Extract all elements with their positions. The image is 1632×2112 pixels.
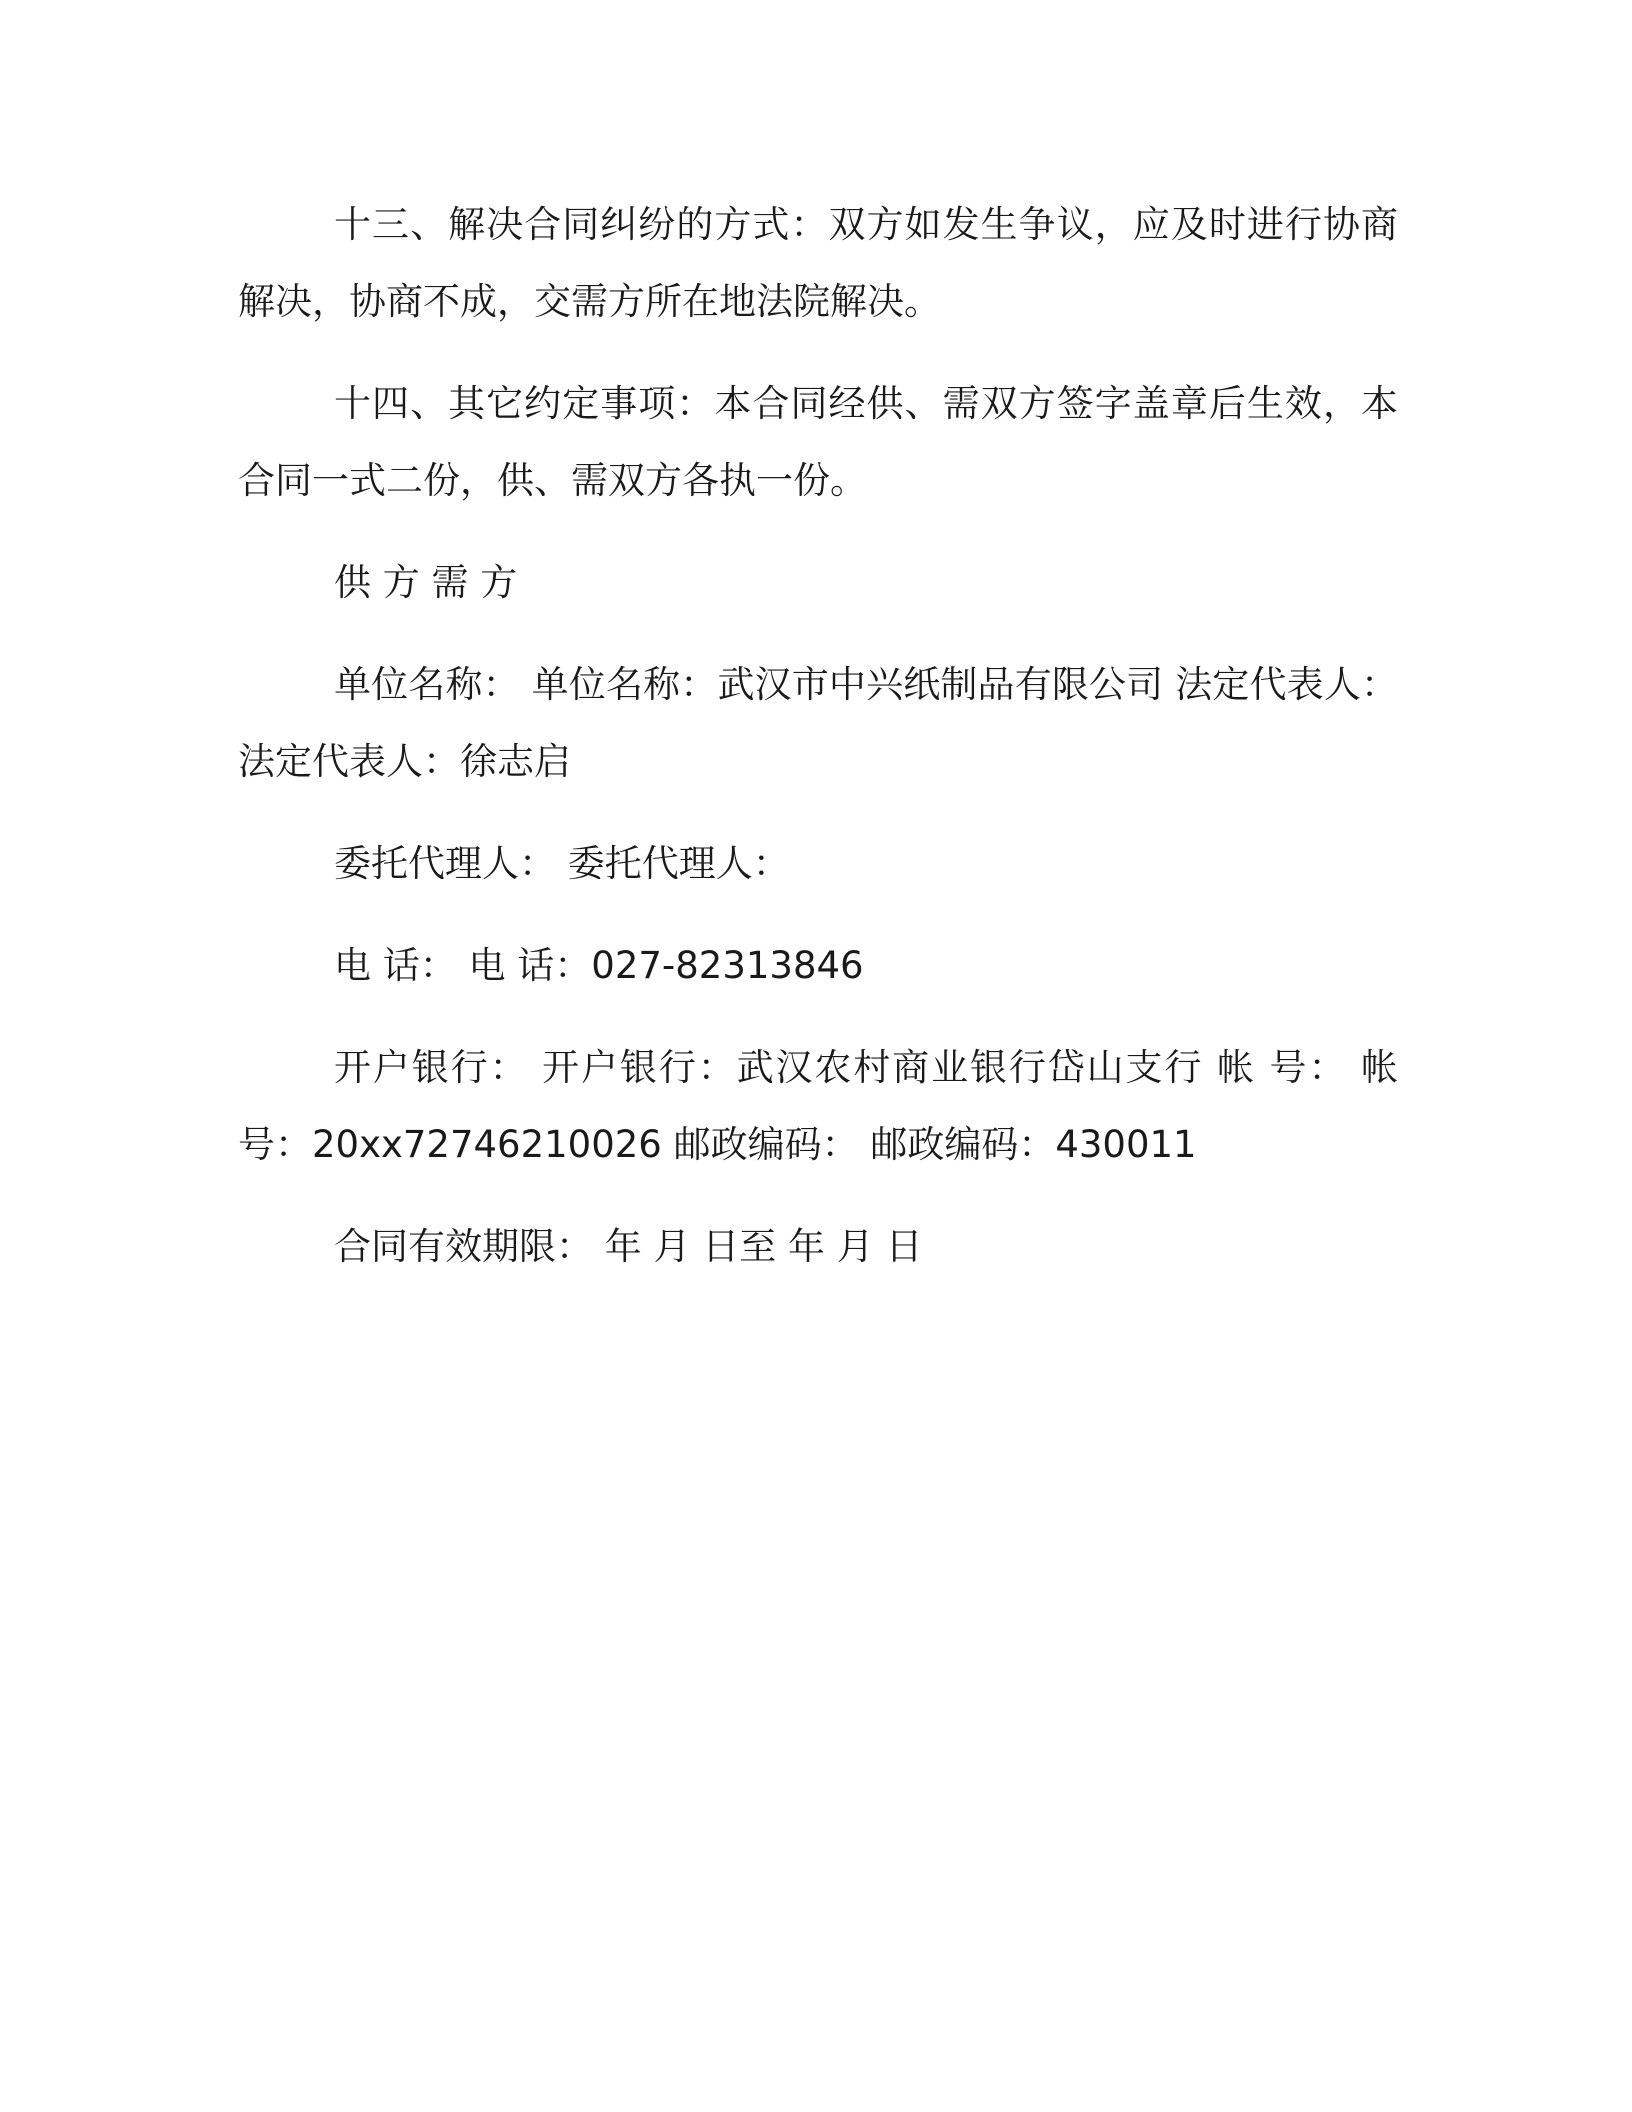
parties-heading: 供 方 需 方 [334,561,518,604]
company-name-line: 单位名称： 单位名称：武汉市中兴纸制品有限公司 法定代表人：法定代表人：徐志启 [238,663,1398,783]
document-body [238,186,1398,1310]
clause-14-other-terms: 十四、其它约定事项：本合同经供、需双方签字盖章后生效，本合同一式二份，供、需双方各执一份。 [238,382,1398,502]
agent-line: 委托代理人： 委托代理人： [334,842,790,885]
phone-line: 电 话： 电 话：027-82313846 [334,944,864,987]
bank-account-line: 开户银行： 开户银行：武汉农村商业银行岱山支行 帐 号： 帐 号：20xx72746210026 邮政编码： 邮政编码：430011 [238,1046,1398,1166]
clause-13-dispute-resolution: 十三、解决合同纠纷的方式：双方如发生争议，应及时进行协商解决，协商不成，交需方所在地法院解决。 [238,203,1398,323]
validity-period-line: 合同有效期限： 年 月 日至 年 月 日 [334,1225,923,1268]
